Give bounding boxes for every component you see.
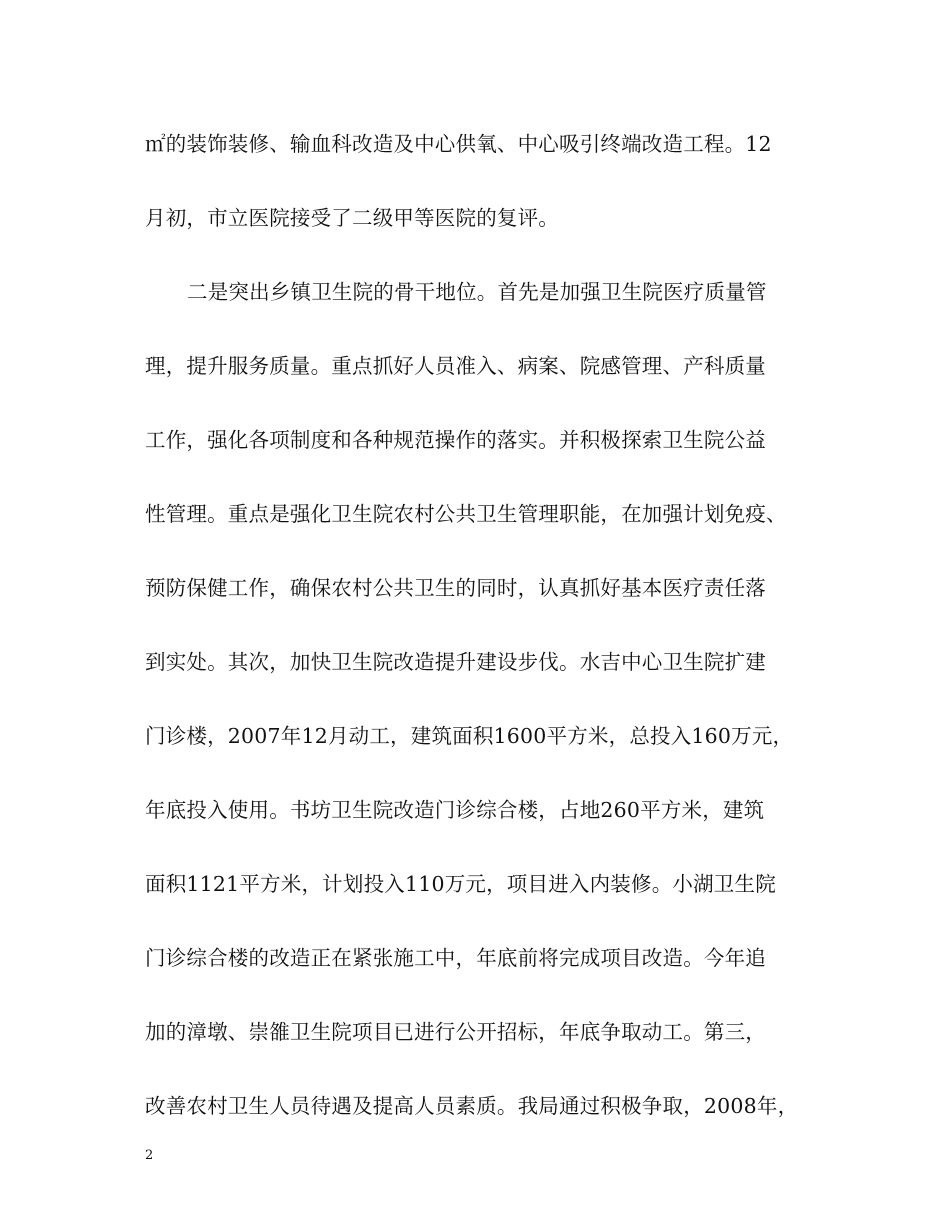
text-line: 加的漳墩、崇雒卫生院项目已进行公开招标，年底争取动工。第三，: [145, 1020, 766, 1044]
text-line: 性管理。重点是强化卫生院农村公共卫生管理职能，在加强计划免疫、: [145, 502, 787, 526]
text-line: 年底投入使用。书坊卫生院改造门诊综合楼，占地260平方米，建筑: [145, 798, 765, 822]
text-line: ㎡的装饰装修、输血科改造及中心供氧、中心吸引终端改造工程。12: [145, 132, 772, 156]
text-line: 理，提升服务质量。重点抓好人员准入、病案、院感管理、产科质量: [145, 354, 766, 378]
text-line: 改善农村卫生人员待遇及提高人员素质。我局通过积极争取，2008年，: [145, 1094, 799, 1118]
text-line: 预防保健工作，确保农村公共卫生的同时，认真抓好基本医疗责任落: [145, 576, 766, 600]
text-line: 面积1121平方米，计划投入110万元，项目进入内装修。小湖卫生院: [145, 872, 776, 896]
page-number: 2: [145, 1148, 154, 1163]
paragraph-first-line: 二是突出乡镇卫生院的骨干地位。首先是加强卫生院医疗质量管: [187, 280, 767, 304]
text-line: 门诊楼，2007年12月动工，建筑面积1600平方米，总投入160万元，: [145, 724, 794, 748]
text-line: 月初，市立医院接受了二级甲等医院的复评。: [145, 206, 559, 230]
text-line: 到实处。其次，加快卫生院改造提升建设步伐。水吉中心卫生院扩建: [145, 650, 766, 674]
text-line: 门诊综合楼的改造正在紧张施工中，年底前将完成项目改造。今年追: [145, 946, 766, 970]
text-line: 工作，强化各项制度和各种规范操作的落实。并积极探索卫生院公益: [145, 428, 766, 452]
